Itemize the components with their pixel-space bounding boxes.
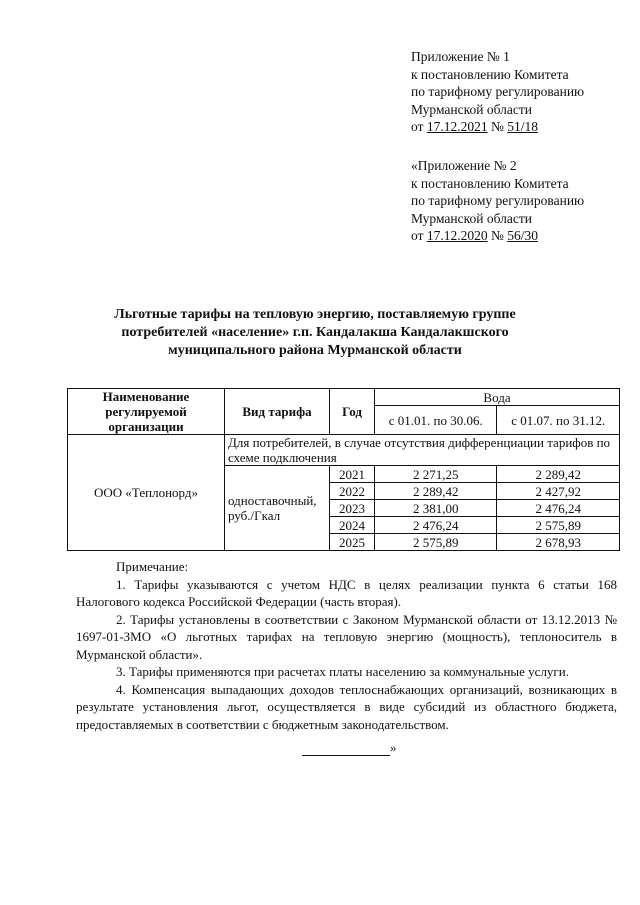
tariff-kind-cell: одноставочный, руб./Гкал (225, 466, 330, 551)
header-year: Год (330, 389, 375, 435)
document-title (80, 306, 550, 360)
appendix-2-line2: к постановлению Комитета (411, 175, 569, 191)
appendix-1-number-prefix: № (487, 119, 508, 134)
header-org: Наименование регулируемой организации (68, 389, 225, 435)
year-cell: 2022 (330, 483, 375, 500)
value-h2-cell: 2 575,89 (497, 517, 620, 534)
appendix-2-line1: «Приложение № 2 (411, 158, 517, 173)
value-h1-cell: 2 575,89 (375, 534, 497, 551)
notes-heading: Примечание: (116, 559, 189, 574)
year-cell: 2023 (330, 500, 375, 517)
title-line1: Льготные тарифы на тепловую энергию, поставляемую группе (114, 307, 516, 322)
appendix-1-line2: к постановлению Комитета (411, 66, 569, 82)
appendix-2-number-prefix: № (487, 228, 508, 243)
value-h1-cell: 2 271,25 (375, 466, 497, 483)
consumer-note-cell: Для потребителей, в случае отсутствия дифференциации тарифов по схеме подключения (225, 435, 620, 466)
closing-mark (302, 740, 397, 756)
consumer-note-row (68, 435, 620, 466)
title-line3: муниципального района Мурманской области (168, 343, 462, 358)
appendix-2-line4: Мурманской области (411, 210, 532, 226)
appendix-1-date: 17.12.2021 (426, 119, 488, 134)
value-h1-cell: 2 289,42 (375, 483, 497, 500)
value-h2-cell: 2 427,92 (497, 483, 620, 500)
appendix-1-number: 51/18 (507, 119, 539, 134)
tariff-table (67, 388, 620, 551)
appendix-2-line3: по тарифному регулированию (411, 193, 585, 208)
appendix-2-number: 56/30 (507, 228, 539, 243)
org-name-cell: ООО «Теплонорд» (68, 435, 225, 551)
notes-section (76, 558, 617, 733)
header-tariff-type: Вид тарифа (225, 389, 330, 435)
appendix-2-header (411, 157, 636, 245)
note-3: 3. Тарифы применяются при расчетах платы населению за коммунальные услуги. (116, 664, 569, 679)
note-4: 4. Компенсация выпадающих доходов теплоснабжающих организаций, возникающих в результате установления льгот, осуществляется в виде субсидий из областного бюджета, предоставляемых в соответствии с бюджетным законодательством. (76, 681, 617, 732)
note-1: 1. Тарифы указываются с учетом НДС в целях реализации пункта 6 статьи 168 Налогового кодекса Российской Федерации (часть вторая). (76, 576, 617, 609)
year-cell: 2021 (330, 466, 375, 483)
appendix-2-date: 17.12.2020 (426, 228, 488, 243)
appendix-1-header (411, 48, 636, 136)
value-h2-cell: 2 289,42 (497, 466, 620, 483)
appendix-1-date-line (411, 118, 636, 136)
header-water: Вода (375, 389, 620, 406)
appendix-1-line3: по тарифному регулированию (411, 84, 585, 99)
year-cell: 2024 (330, 517, 375, 534)
closing-quote: » (390, 740, 397, 755)
title-line2: потребителей «население» г.п. Кандалакша Кандалакшского (121, 325, 509, 340)
year-cell: 2025 (330, 534, 375, 551)
appendix-2-date-line (411, 227, 636, 245)
value-h2-cell: 2 678,93 (497, 534, 620, 551)
value-h2-cell: 2 476,24 (497, 500, 620, 517)
header-period-2: с 01.07. по 31.12. (497, 406, 620, 435)
header-period-1: с 01.01. по 30.06. (375, 406, 497, 435)
appendix-1-date-prefix: от (411, 119, 427, 134)
appendix-1-line4: Мурманской области (411, 101, 532, 117)
closing-underline (302, 743, 390, 756)
appendix-1-line1: Приложение № 1 (411, 49, 510, 64)
note-2: 2. Тарифы установлены в соответствии с Законом Мурманской области от 13.12.2013 № 1697-01-ЗМО «О льготных тарифах на тепловую энергию (мощность), теплоноситель в Мурманской области». (76, 611, 617, 662)
value-h1-cell: 2 476,24 (375, 517, 497, 534)
value-h1-cell: 2 381,00 (375, 500, 497, 517)
appendix-2-date-prefix: от (411, 228, 427, 243)
header-row-1 (68, 389, 620, 406)
